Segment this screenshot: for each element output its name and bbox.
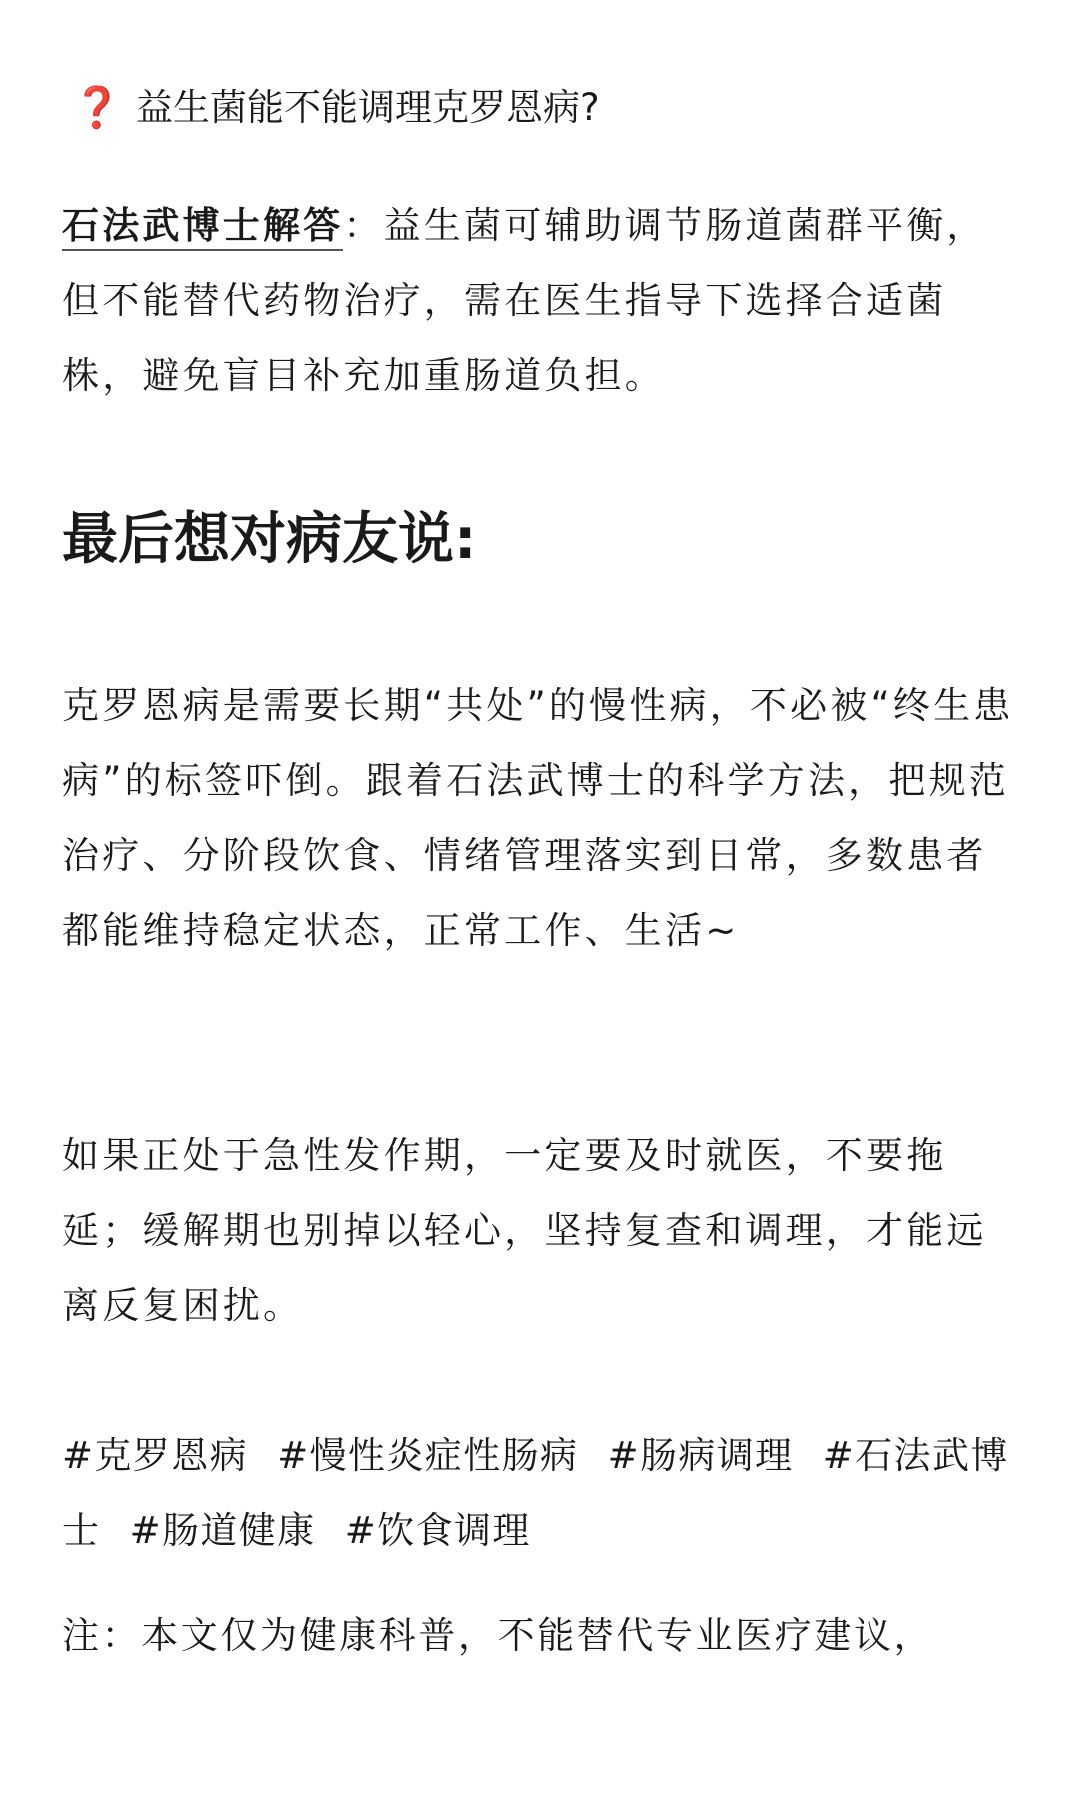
- answer-text: ：益生菌可辅助调节肠道菌群平衡，但不能替代药物治疗，需在医生指导下选择合适菌株，避免盲目补充加重肠道负担。: [62, 204, 987, 397]
- question-mark-icon: ❓: [72, 85, 122, 131]
- hashtag[interactable]: #慢性炎症性肠病: [277, 1434, 579, 1477]
- qa-question: [72, 82, 600, 134]
- paragraph: 克罗恩病是需要长期“共处”的慢性病，不必被“终生患病”的标签吓倒。跟着石法武博士的科学方法，把规范治疗、分阶段饮食、情绪管理落实到日常，多数患者都能维持稳定状态，正常工作、生活~: [62, 684, 1014, 952]
- hashtag[interactable]: #肠病调理: [607, 1434, 794, 1477]
- hashtag-list: [62, 1418, 1020, 1568]
- answer-author-link[interactable]: 石法武博士解答: [62, 204, 343, 251]
- question-text: 益生菌能不能调理克罗恩病?: [136, 86, 600, 129]
- hashtag[interactable]: #克罗恩病: [62, 1434, 249, 1477]
- section-heading: 最后想对病友说:: [62, 507, 477, 572]
- paragraph: 如果正处于急性发作期，一定要及时就医，不要拖延；缓解期也别掉以轻心，坚持复查和调理，才能远离反复困扰。: [62, 1134, 987, 1327]
- qa-answer: [62, 188, 1020, 413]
- hashtag[interactable]: #肠道健康: [129, 1509, 316, 1552]
- hashtag[interactable]: #饮食调理: [344, 1509, 531, 1552]
- disclaimer-note: 注：本文仅为健康科普，不能替代专业医疗建议，: [62, 1614, 934, 1657]
- hashtag[interactable]: #石法武博士: [62, 1434, 1009, 1552]
